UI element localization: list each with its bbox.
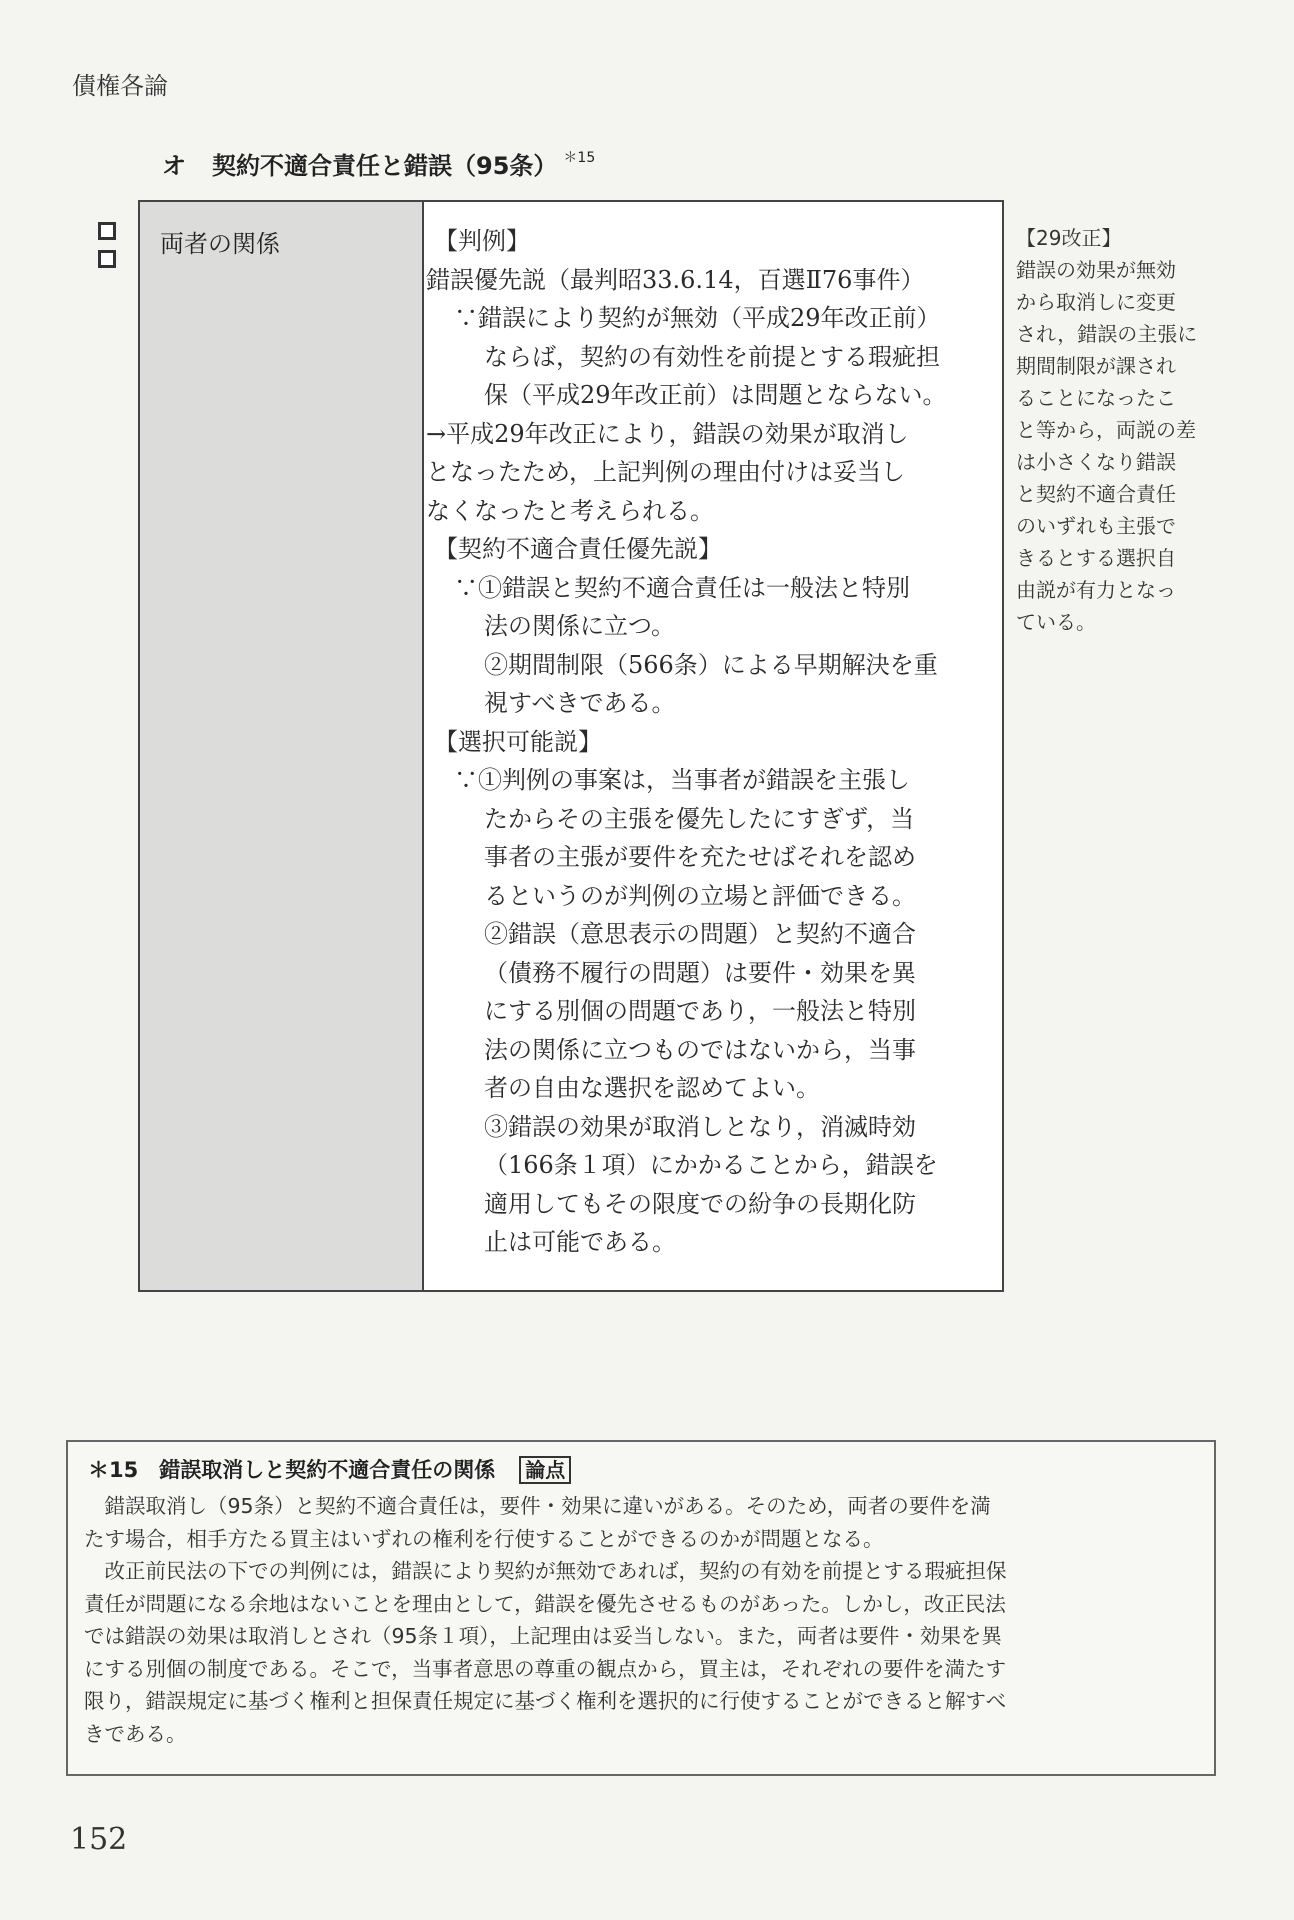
footnote-number: ＊15 [88,1458,139,1482]
table-content-line: （166条１項）にかかることから，錯誤を [484,1151,938,1179]
side-note-line: ている。 [1016,610,1096,634]
table-content-line: →平成29年改正により，錯誤の効果が取消し [426,419,909,448]
table-content-line: （債務不履行の問題）は要件・効果を異 [484,958,916,987]
footnote-line: たす場合，相手方たる買主はいずれの権利を行使することができるのかが問題となる。 [84,1526,884,1551]
table-content-line: 錯誤優先説（最判昭33.6.14，百選Ⅱ76事件） [426,265,925,294]
table-content-line: 【選択可能説】 [434,727,602,756]
side-note-line: から取消しに変更 [1016,290,1176,314]
footnote-line: では錯誤の効果は取消しとされ（95条１項），上記理由は妥当しない。また，両者は要件・効果を異 [84,1624,1002,1648]
side-note [1016,222,1216,638]
table-content-line: 【判例】 [434,227,530,255]
side-note-line: 錯誤の効果が無効 [1016,258,1176,282]
side-note-line: のいずれも主張で [1016,514,1176,538]
footnote-tag: 論点 [519,1456,571,1484]
side-note-line: ることになったこ [1016,386,1176,410]
running-header: 債権各論 [72,72,168,100]
section-title [162,146,595,181]
footnote-line: にする別個の制度である。そこで，当事者意思の尊重の観点から，買主は，それぞれの要件を満たす [84,1656,1007,1681]
table-content-column [426,222,992,1262]
review-checkbox-1[interactable] [98,222,116,240]
footnote-title [88,1454,571,1484]
table-content-line: 法の関係に立つ。 [484,612,676,640]
table-content-line: 保（平成29年改正前）は問題とならない。 [484,381,947,409]
side-note-line: きるとする選択自 [1016,546,1176,570]
section-marker: オ [162,152,186,180]
table-content-line: にする別個の問題であり，一般法と特別 [484,997,916,1025]
table-content-line: 法の関係に立つものではないから，当事 [484,1035,916,1064]
footnote-line: 改正前民法の下での判例には，錯誤により契約が無効であれば，契約の有効を前提とする瑕疵担保 [84,1559,1007,1583]
table-content-line: となったため，上記判例の理由付けは妥当し [426,458,906,486]
table-content-line: ③錯誤の効果が取消しとなり，消滅時効 [484,1112,916,1141]
table-content-line: 者の自由な選択を認めてよい。 [484,1074,820,1102]
table-content-line: たからその主張を優先したにすぎず，当 [484,804,915,833]
table-content-line: 止は可能である。 [484,1228,676,1256]
table-content-line: るというのが判例の立場と評価できる。 [484,881,916,910]
comparison-table [138,200,1004,1292]
table-content-line: 視すべきである。 [484,689,676,717]
footnote-line: 限り，錯誤規定に基づく権利と担保責任規定に基づく権利を選択的に行使することができると解すべ [84,1689,1007,1713]
footnote-body [84,1490,1204,1750]
section-title-text: 契約不適合責任と錯誤（95条） [212,152,558,180]
table-row-label: 両者の関係 [160,230,280,258]
review-checkbox-2[interactable] [98,250,116,268]
table-content-line: 【契約不適合責任優先説】 [434,535,722,563]
page-number: 152 [70,1822,128,1857]
table-content-line: ∵①判例の事案は，当事者が錯誤を主張し [454,766,910,794]
table-label-column [140,202,424,1290]
side-note-line: と等から，両説の差 [1016,418,1196,442]
footnote-title-text: 錯誤取消しと契約不適合責任の関係 [159,1458,496,1482]
table-content-line: ならば，契約の有効性を前提とする瑕疵担 [484,342,940,371]
table-content-line: 事者の主張が要件を充たせばそれを認め [484,843,916,871]
footnote-ref: ＊15 [563,150,596,166]
side-note-line: 由説が有力となっ [1016,578,1176,602]
side-note-line: 【29改正】 [1016,226,1122,250]
table-content-line: なくなったと考えられる。 [426,496,714,525]
side-note-line: と契約不適合責任 [1016,482,1176,506]
footnote-box [66,1440,1216,1776]
footnote-line: 責任が問題になる余地はないことを理由として，錯誤を優先させるものがあった。しかし，改正民法 [84,1591,1006,1616]
table-content-line: ∵錯誤により契約が無効（平成29年改正前） [454,304,941,332]
side-note-line: され，錯誤の主張に [1016,322,1198,346]
footnote-line: きである。 [84,1721,187,1746]
table-content-line: ∵①錯誤と契約不適合責任は一般法と特別 [454,573,910,602]
side-note-line: 期間制限が課され [1016,354,1176,378]
side-note-line: は小さくなり錯誤 [1016,450,1176,474]
table-content-line: ②錯誤（意思表示の問題）と契約不適合 [484,920,916,948]
table-content-line: 適用してもその限度での紛争の長期化防 [484,1189,916,1218]
footnote-line: 錯誤取消し（95条）と契約不適合責任は，要件・効果に違いがある。そのため，両者の要件を満 [84,1494,991,1518]
table-content-line: ②期間制限（566条）による早期解決を重 [484,650,938,679]
